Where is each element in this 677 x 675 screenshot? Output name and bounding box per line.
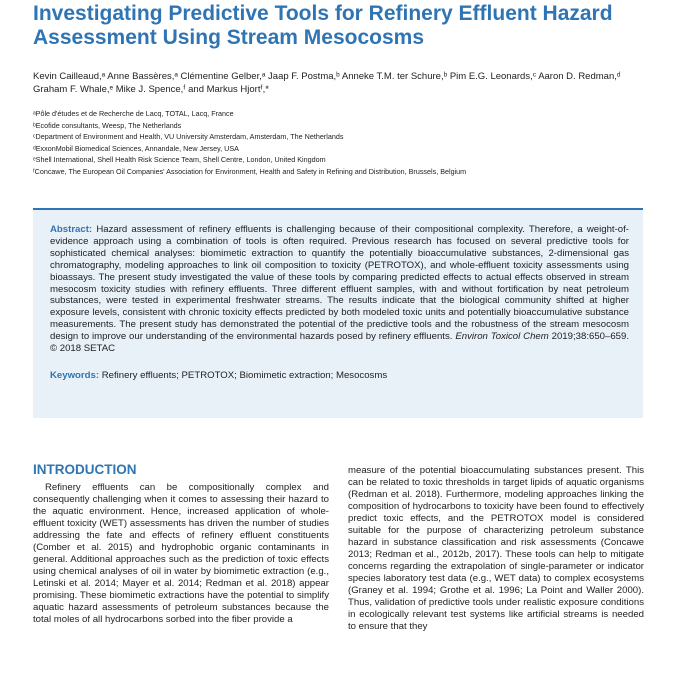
affiliation-c: ᶜDepartment of Environment and Health, VU University Amsterdam, Amsterdam, The Netherlands — [33, 132, 344, 142]
affiliation-e: ᵉShell International, Shell Health Risk Science Team, Shell Centre, London, United Kingdom — [33, 155, 326, 165]
keywords-text: Refinery effluents; PETROTOX; Biomimetic extraction; Mesocosms — [101, 369, 388, 381]
keywords — [50, 370, 629, 382]
section-heading-introduction: INTRODUCTION — [33, 462, 137, 477]
keywords-label: Keywords: — [50, 369, 100, 381]
abstract-text: Hazard assessment of refinery effluents is challenging because of their compositional complexity. Therefore, a weight-of-evidence approach using a combination of tools is often required. Previous research has focused on several predictive tools for sophisticated chemical analyses: biomimetic extraction to quantify the potentially bioaccumulative substances, 2-dimensional gas chromatography, modeling approaches to link oil composition to toxicity (PETROTOX), and whole-effluent toxicity assessments using bioassays. The present study investigated the value of these tools by comparing predicted effects to actual effects observed in stream mesocosm toxicity studies with refinery effluents. Three different effluent samples, with and without fortification by neat petroleum substances, were tested in experimental freshwater streams. The results indicate that the biological community shifted at higher exposure levels, consistent with chronic toxicity effects predicted by both modeled toxic units and potentially bioaccumulative substance measurements. The present study has demonstrated the potential of the predictive tools and the robustness of the stream mesocosm design to improve our understanding of the environmental hazards posed by refinery effluents. — [50, 224, 629, 343]
body-column-right — [348, 465, 644, 633]
abstract — [50, 224, 629, 355]
citation-journal: Environ Toxicol Chem — [455, 331, 549, 343]
affiliation-f: ᶠConcawe, The European Oil Companies' Association for Environment, Health and Safety in Refining and Distribution, Brussels, Belgium — [33, 166, 467, 176]
affiliation-b: ᵇEcofide consultants, Weesp, The Netherlands — [33, 120, 182, 130]
citation-details: 2019;38:650–659. © 2018 SETAC — [50, 331, 629, 355]
paper-title: Investigating Predictive Tools for Refinery Effluent Hazard Assessment Using Stream Mesocosms — [33, 2, 613, 49]
affiliation-list — [33, 108, 653, 178]
abstract-box — [33, 208, 643, 418]
intro-paragraph-continued: measure of the potential bioaccumulating substances present. This can be related to toxic thresholds in target lipids of aquatic organisms (Redman et al. 2018). Furthermore, modeling approaches linking the composition of hydrocarbons to toxicity have been found to effectively predict toxic effects, and the PETROTOX model is considered suitable for the purpose of characterizing petroleum substance hazard in substance classification and risk assessments (Concawe 2013; Redman et al., 2012b, 2017). These tools can help to mitigate concerns regarding the extrapolation of single-parameter or indicator species laboratory test data (e.g., WET data) to complex ecosystems (Graney et al. 1994; Grothe et al. 1996; La Point and Waller 2000). Thus, validation of predictive tools under realistic exposure conditions in ecologically relevant test systems like artificial streams is needed to ensure that they — [348, 465, 644, 632]
author-list: Kevin Cailleaud,ᵃ Anne Bassères,ᵃ Clémentine Gelber,ᵃ Jaap F. Postma,ᵇ Anneke T.M. ter Schure,ᵇ Pim E.G. Leonards,ᶜ Aaron D. Redman,ᵈ Graham F. Whale,ᵉ Mike J. Spence,ᶠ and Markus Hjortᶠ,* — [33, 71, 621, 95]
abstract-label: Abstract: — [50, 224, 93, 235]
affiliation-d: ᵈExxonMobil Biomedical Sciences, Annandale, New Jersey, USA — [33, 143, 239, 153]
affiliation-a: ᵃPôle d'études et de Recherche de Lacq, TOTAL, Lacq, France — [33, 109, 234, 118]
intro-paragraph-1: Refinery effluents can be compositionally complex and consequently challenging when it comes to assessing their hazard to the aquatic environment. Hence, increased application of whole-effluent toxicity (WET) assessments has driven the number of studies addressing the fate and effects of refinery effluent constituents (Comber et al. 2015) and hydrophobic organic contaminants in general. Additional approaches such as the prediction of toxic effects using chemical analyses of oil in water by biomimetic extraction (e.g., Letinski et al. 2014; Mayer et al. 2014; Redman et al. 2018) appear promising. These biomimetic extractions have the potential to simplify aquatic hazard assessments of petroleum substances because the total moles of all hydrocarbons sorbed into the fiber provide a — [33, 482, 329, 625]
body-column-left — [33, 462, 329, 626]
